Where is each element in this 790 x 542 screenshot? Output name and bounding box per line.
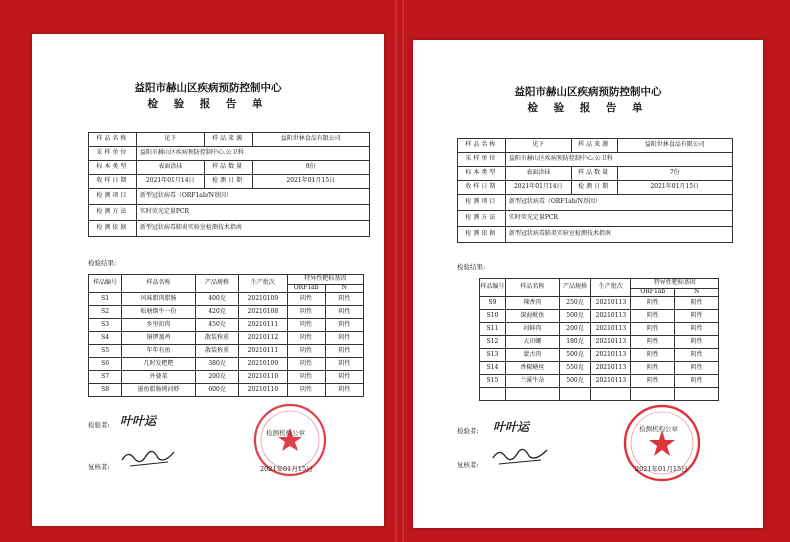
report-subtitle: 检 验 报 告 单 — [147, 98, 269, 110]
sample-type-value: 表面涂抹 — [136, 161, 204, 175]
table-row — [89, 319, 364, 332]
cell-n: 阴性 — [325, 358, 363, 371]
cell-spec: 500克 — [559, 310, 591, 323]
cell-orf: 阴性 — [631, 349, 675, 362]
table-row — [480, 297, 719, 310]
method-label: 检测方法 — [89, 205, 137, 221]
table-row — [89, 358, 364, 371]
sampler-value: 益阳市赫山区疾病预防控制中心.公卫科 — [136, 147, 369, 161]
cell-batch: 20210109 — [239, 293, 287, 306]
sample-source-label: 样品来源 — [571, 139, 617, 153]
test-item-label: 检测项目 — [458, 195, 506, 211]
header-orf1ab: ORF1ab — [631, 289, 675, 297]
sampler-value: 益阳市赫山区疾病预防控制中心.公卫科 — [505, 153, 732, 167]
cell-batch: 20210113 — [591, 362, 631, 375]
cell-name: 深海鱿鱼 — [505, 310, 559, 323]
cell-no: S12 — [480, 336, 506, 349]
empty-cell — [559, 388, 591, 401]
table-row — [480, 349, 719, 362]
reviewer-signature-text: 王之 — [507, 459, 526, 469]
cell-no: S14 — [480, 362, 506, 375]
report-title: 益阳市赫山区疾病预防控制中心 — [134, 82, 282, 94]
empty-cell — [505, 388, 559, 401]
cell-n: 阴性 — [325, 293, 363, 306]
inspector-label: 检验者: — [457, 427, 479, 435]
inspector-label: 检验者: — [88, 421, 110, 429]
method-label: 检测方法 — [458, 211, 506, 227]
sample-source-label: 样品来源 — [204, 133, 252, 147]
test-item-value: 新型冠状病毒（ORF1ab/N基因） — [505, 195, 732, 211]
header-target-gene: 特异性靶标基因 — [287, 275, 363, 285]
cell-orf: 阴性 — [631, 310, 675, 323]
recv-date-label: 收样日期 — [458, 181, 506, 195]
sample-name-label: 样品名称 — [89, 133, 137, 147]
background-divider — [402, 0, 404, 542]
sample-type-label: 标本类型 — [89, 161, 137, 175]
cell-spec: 200克 — [195, 371, 238, 384]
cell-orf: 阴性 — [287, 319, 325, 332]
cell-no: S15 — [480, 375, 506, 388]
stamp-date: 2021年01月15日 — [635, 465, 688, 473]
empty-cell — [631, 388, 675, 401]
cell-name: 乡里扣肉 — [122, 319, 196, 332]
sampler-label: 采样单位 — [89, 147, 137, 161]
cell-orf: 阴性 — [287, 332, 325, 345]
results-table — [479, 278, 719, 401]
table-row — [480, 362, 719, 375]
header-sample-name: 样品名称 — [505, 279, 559, 297]
results-table — [88, 274, 364, 397]
results-label: 检验结果: — [457, 263, 486, 271]
cell-batch: 20210109 — [239, 358, 287, 371]
cell-spec: 450克 — [195, 319, 238, 332]
cell-name: 辣香肉 — [505, 297, 559, 310]
basis-label: 检测依据 — [89, 221, 137, 237]
cell-batch: 20210110 — [239, 384, 287, 397]
sample-qty-label: 样品数量 — [571, 167, 617, 181]
header-spec: 产品规格 — [195, 275, 238, 293]
cell-no: S4 — [89, 332, 122, 345]
cell-name: 铜锣蒸鸡 — [122, 332, 196, 345]
cell-name: 蒙古肉 — [505, 349, 559, 362]
basis-value: 新型冠状病毒肺炎实验室检测技术指南 — [505, 227, 732, 243]
test-date-label: 检测日期 — [204, 175, 252, 189]
reviewer-signature — [118, 438, 178, 472]
cell-n: 阴性 — [675, 323, 719, 336]
cell-n: 阴性 — [675, 375, 719, 388]
test-item-value: 新型冠状病毒（ORF1ab/N基因） — [136, 189, 369, 205]
cell-spec: 200克 — [559, 323, 591, 336]
cell-n: 阴性 — [675, 362, 719, 375]
table-row — [89, 345, 364, 358]
stamp-caption: 检测机构公章 — [639, 425, 678, 433]
sample-name-label: 样品名称 — [458, 139, 506, 153]
cell-n: 阴性 — [325, 371, 363, 384]
cell-name: 大田螺 — [505, 336, 559, 349]
report-title: 益阳市赫山区疾病预防控制中心 — [514, 86, 662, 98]
header-n: N — [325, 285, 363, 293]
cell-spec: 散装称重 — [195, 332, 238, 345]
sample-type-label: 标本类型 — [458, 167, 506, 181]
cell-orf: 阴性 — [287, 384, 325, 397]
sample-source-value: 益阳世林食品有限公司 — [617, 139, 732, 153]
cell-batch: 20210113 — [591, 375, 631, 388]
report-page-left — [32, 34, 384, 526]
cell-orf: 阴性 — [287, 371, 325, 384]
cell-orf: 阴性 — [631, 375, 675, 388]
sample-name-value: 见下 — [505, 139, 571, 153]
cell-n: 阴性 — [675, 349, 719, 362]
header-orf1ab: ORF1ab — [287, 285, 325, 293]
inspector-signature: 叶叶运 — [493, 420, 530, 434]
cell-orf: 阴性 — [287, 293, 325, 306]
cell-name: 年年有鱼 — [122, 345, 196, 358]
cell-orf: 阴性 — [631, 336, 675, 349]
reviewer-signature — [489, 436, 551, 470]
cell-batch: 20210113 — [591, 310, 631, 323]
table-row — [480, 336, 719, 349]
cell-n: 阴性 — [325, 345, 363, 358]
cell-no: S11 — [480, 323, 506, 336]
sample-qty-value: 8份 — [252, 161, 370, 175]
cell-n: 阴性 — [675, 336, 719, 349]
cell-spec: 400克 — [195, 293, 238, 306]
cell-name: 几时发粑粑 — [122, 358, 196, 371]
reviewer-label: 复核者: — [457, 461, 479, 469]
empty-cell — [675, 388, 719, 401]
recv-date-label: 收样日期 — [89, 175, 137, 189]
cell-name: 外婆菜 — [122, 371, 196, 384]
report-subtitle: 检 验 报 告 单 — [527, 102, 649, 114]
cell-n: 阴性 — [675, 297, 719, 310]
cell-spec: 散装称重 — [195, 345, 238, 358]
header-batch: 生产批次 — [591, 279, 631, 297]
table-row — [480, 310, 719, 323]
cell-n: 阴性 — [325, 384, 363, 397]
cell-orf: 阴性 — [287, 358, 325, 371]
cell-no: S2 — [89, 306, 122, 319]
method-value: 实时荧光定量PCR — [136, 205, 369, 221]
header-batch: 生产批次 — [239, 275, 287, 293]
cell-no: S1 — [89, 293, 122, 306]
cell-batch: 20210113 — [591, 336, 631, 349]
empty-cell — [480, 388, 506, 401]
cell-no: S9 — [480, 297, 506, 310]
cell-n: 阴性 — [325, 319, 363, 332]
cell-batch: 20210108 — [239, 306, 287, 319]
cell-batch: 20210113 — [591, 349, 631, 362]
cell-n: 阴性 — [675, 310, 719, 323]
cell-no: S3 — [89, 319, 122, 332]
basis-label: 检测依据 — [458, 227, 506, 243]
cell-orf: 阴性 — [631, 297, 675, 310]
cell-no: S13 — [480, 349, 506, 362]
cell-spec: 550克 — [559, 362, 591, 375]
header-sample-no: 样品编号 — [89, 275, 122, 293]
basis-value: 新型冠状病毒肺炎实验室检测技术指南 — [136, 221, 369, 237]
table-row — [89, 293, 364, 306]
cell-batch: 20210111 — [239, 319, 287, 332]
cell-orf: 阴性 — [287, 345, 325, 358]
cell-n: 阴性 — [325, 332, 363, 345]
cell-no: S10 — [480, 310, 506, 323]
report-page-right — [413, 40, 763, 528]
header-spec: 产品规格 — [559, 279, 591, 297]
cell-spec: 380克 — [195, 358, 238, 371]
sample-name-value: 见下 — [136, 133, 204, 147]
reviewer-signature-text: 王之 — [136, 461, 155, 471]
empty-cell — [591, 388, 631, 401]
stamp-caption: 检测机构公章 — [266, 429, 305, 437]
sample-qty-value: 7份 — [617, 167, 732, 181]
background-divider — [395, 0, 397, 542]
cell-no: S7 — [89, 371, 122, 384]
cell-spec: 500克 — [559, 349, 591, 362]
cell-orf: 阴性 — [631, 323, 675, 336]
cell-no: S5 — [89, 345, 122, 358]
cell-batch: 20210113 — [591, 297, 631, 310]
cell-spec: 250克 — [559, 297, 591, 310]
info-table — [457, 138, 733, 243]
sample-type-value: 表面涂抹 — [505, 167, 571, 181]
cell-orf: 阴性 — [631, 362, 675, 375]
results-label: 检验结果: — [88, 259, 117, 267]
test-date-value: 2021年01月15日 — [617, 181, 732, 195]
sampler-label: 采样单位 — [458, 153, 506, 167]
cell-spec: 180克 — [559, 336, 591, 349]
cell-no: S8 — [89, 384, 122, 397]
header-sample-no: 样品编号 — [480, 279, 506, 297]
cell-name: 风味腊肉腊肠 — [122, 293, 196, 306]
test-date-label: 检测日期 — [571, 181, 617, 195]
cell-name: 香椒鳝丝 — [505, 362, 559, 375]
table-row — [480, 375, 719, 388]
empty-row — [480, 388, 719, 401]
cell-name: 兰溪牛杂 — [505, 375, 559, 388]
table-row — [480, 323, 719, 336]
cell-name: 河鲜肉 — [505, 323, 559, 336]
reviewer-label: 复核者: — [88, 463, 110, 471]
recv-date-value: 2021年01月14日 — [136, 175, 204, 189]
table-row — [89, 306, 364, 319]
cell-name: 墨鱼腊肠烤河虾 — [122, 384, 196, 397]
cell-batch: 20210113 — [591, 323, 631, 336]
table-row — [89, 371, 364, 384]
cell-batch: 20210112 — [239, 332, 287, 345]
info-table — [88, 132, 370, 237]
cell-batch: 20210110 — [239, 371, 287, 384]
method-value: 实时荧光定量PCR — [505, 211, 732, 227]
stamp-date: 2021年01月15日 — [260, 465, 313, 473]
cell-spec: 600克 — [195, 384, 238, 397]
recv-date-value: 2021年01月14日 — [505, 181, 571, 195]
test-item-label: 检测项目 — [89, 189, 137, 205]
cell-n: 阴性 — [325, 306, 363, 319]
table-row — [89, 384, 364, 397]
table-row — [89, 332, 364, 345]
header-sample-name: 样品名称 — [122, 275, 196, 293]
cell-no: S6 — [89, 358, 122, 371]
sample-source-value: 益阳世林食品有限公司 — [252, 133, 370, 147]
header-n: N — [675, 289, 719, 297]
cell-spec: 420克 — [195, 306, 238, 319]
sample-qty-label: 样品数量 — [204, 161, 252, 175]
cell-spec: 500克 — [559, 375, 591, 388]
header-target-gene: 特异性靶标基因 — [631, 279, 719, 289]
cell-name: 松塘倒牛一份 — [122, 306, 196, 319]
cell-batch: 20210111 — [239, 345, 287, 358]
test-date-value: 2021年01月15日 — [252, 175, 370, 189]
inspector-signature: 叶叶运 — [120, 414, 157, 428]
cell-orf: 阴性 — [287, 306, 325, 319]
